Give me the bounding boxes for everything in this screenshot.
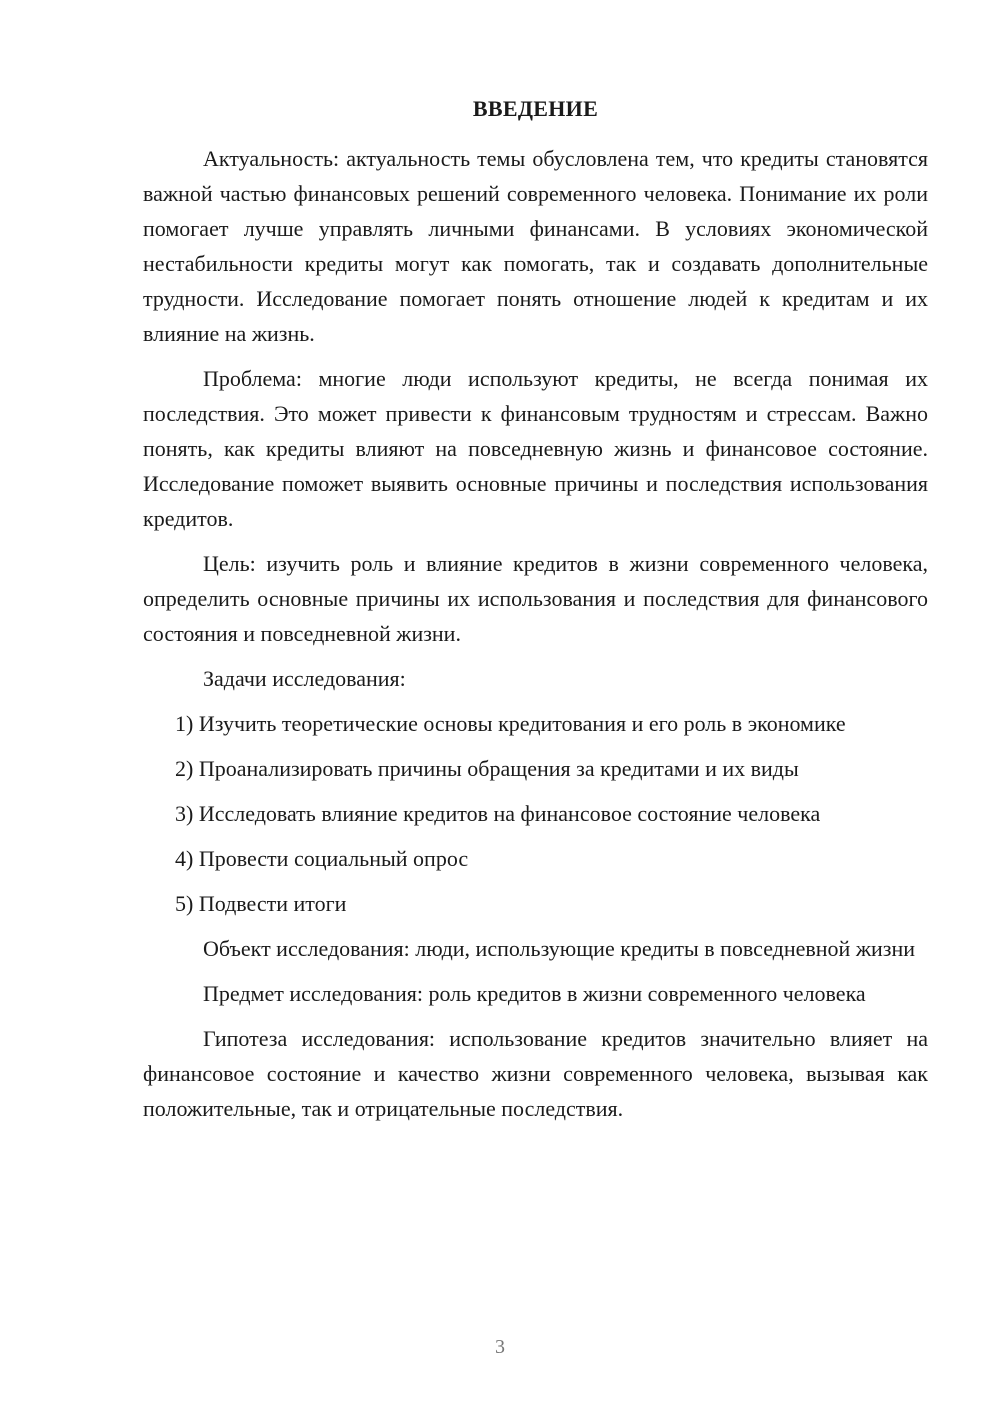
subject-paragraph: Предмет исследования: роль кредитов в жизни современного человека [203,981,866,1006]
hypothesis-paragraph: Гипотеза исследования: использование кредитов значительно влияет на финансовое состояние и качество жизни современного человека, вызывая как положительные, так и отрицательные последствия. [143,1026,928,1121]
document-page [143,94,928,1136]
task-item: 2) Проанализировать причины обращения за кредитами и их виды [175,756,799,781]
task-item: 5) Подвести итоги [175,891,347,916]
goal-paragraph: Цель: изучить роль и влияние кредитов в жизни современного человека, определить основные причины их использования и последствия для финансового состояния и повседневной жизни. [143,551,928,646]
tasks-list [143,706,928,921]
task-item: 3) Исследовать влияние кредитов на финансовое состояние человека [175,801,821,826]
task-item: 1) Изучить теоретические основы кредитования и его роль в экономике [175,711,846,736]
problem-paragraph: Проблема: многие люди используют кредиты, не всегда понимая их последствия. Это может привести к финансовым трудностям и стрессам. Важно понять, как кредиты влияют на повседневную жизнь и финансовое состояние. Исследование поможет выявить основные причины и последствия использования кредитов. [143,366,928,531]
relevance-paragraph: Актуальность: актуальность темы обусловлена тем, что кредиты становятся важной частью финансовых решений современного человека. Понимание их роли помогает лучше управлять личными финансами. В условиях экономической нестабильности кредиты могут как помогать, так и создавать дополнительные трудности. Исследование помогает понять отношение людей к кредитам и их влияние на жизнь. [143,146,928,346]
object-paragraph: Объект исследования: люди, использующие кредиты в повседневной жизни [203,936,916,961]
tasks-heading: Задачи исследования: [203,666,406,691]
task-item: 4) Провести социальный опрос [175,846,469,871]
section-title: ВВЕДЕНИЕ [472,96,599,121]
page-number: 3 [495,1336,505,1358]
